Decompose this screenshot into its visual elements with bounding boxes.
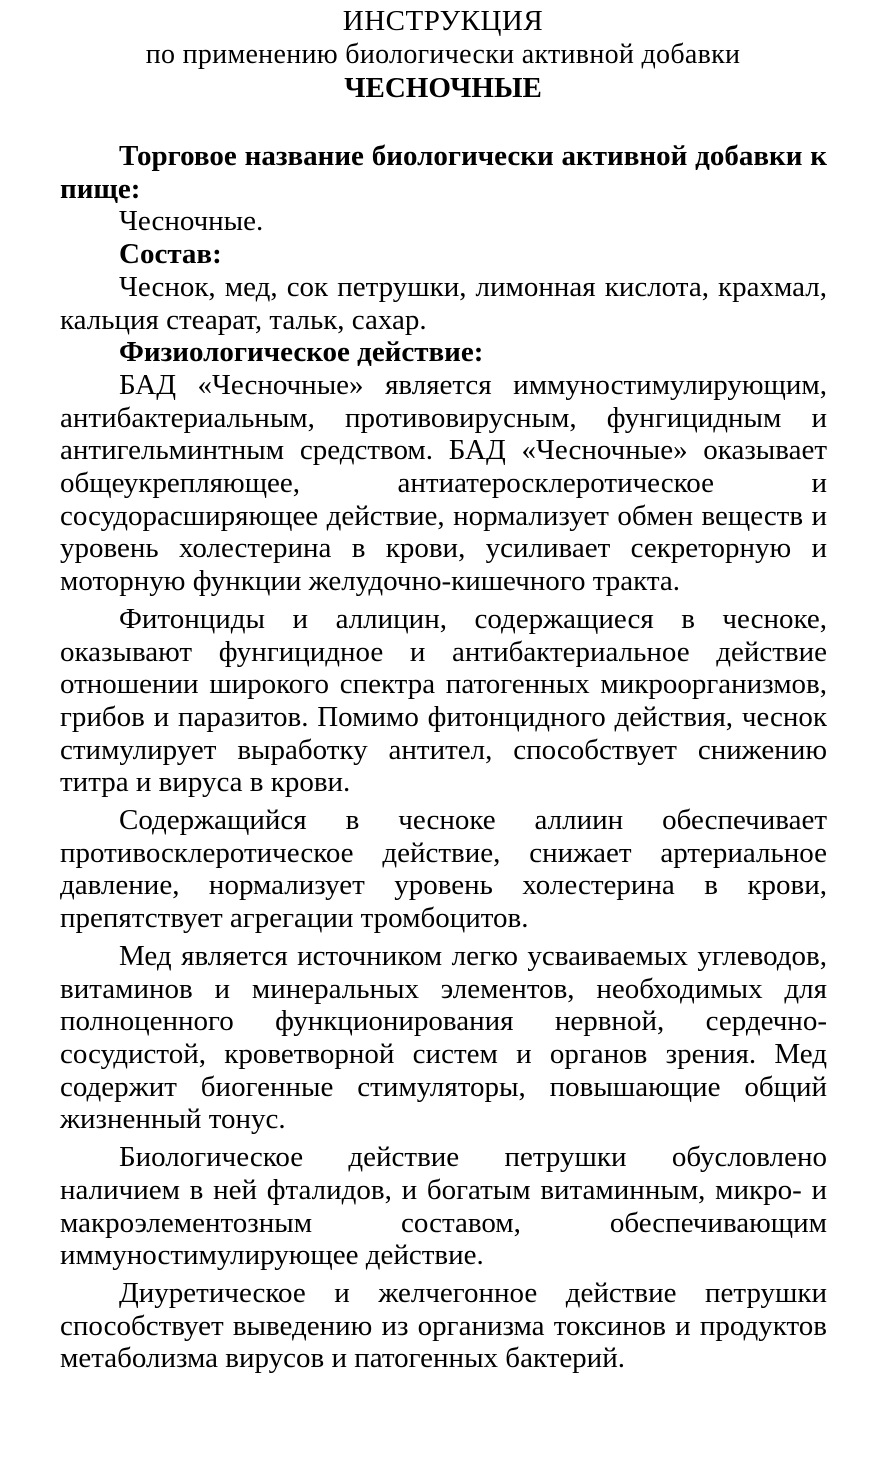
document-subtitle: по применению биологически активной добавки	[145, 39, 741, 70]
composition-value: Чеснок, мед, сок петрушки, лимонная кислота, крахмал, кальция стеарат, тальк, сахар.	[60, 270, 827, 336]
action-paragraph: Диуретическое и желчегонное действие петрушки способствует выведению из организма токсинов и продуктов метаболизма вирусов и патогенных бактерий.	[60, 1276, 827, 1375]
action-paragraph: БАД «Чесночные» является иммуностимулирующим, антибактериальным, противовирусным, фунгицидным и антигельминтным средством. БАД «Чесночные» оказывает общеукрепляющее, антиатеросклеротическое и сосудорасширяющее действие, нормализует обмен веществ и уровень холестерина в крови, усиливает секреторную и моторную функции желудочно-кишечного тракта.	[60, 368, 827, 598]
action-paragraph: Фитонциды и аллицин, содержащиеся в чесноке, оказывают фунгицидное и антибактериальное действие отношении широкого спектра патогенных микроорганизмов, грибов и паразитов. Помимо фитонцидного действия, чеснок стимулирует выработку антител, способствует снижению титра и вируса в крови.	[60, 602, 827, 799]
trade-name-value: Чесночные.	[119, 205, 264, 238]
document-header	[0, 4, 886, 105]
document-title: ИНСТРУКЦИЯ	[342, 5, 544, 37]
action-paragraph: Содержащийся в чесноке аллиин обеспечивает противосклеротическое действие, снижает артериальное давление, нормализует уровень холестерина в крови, препятствует агрегации тромбоцитов.	[60, 804, 827, 935]
product-name-heading: ЧЕСНОЧНЫЕ	[344, 72, 542, 104]
composition-label: Состав:	[119, 238, 222, 271]
document-body	[60, 140, 827, 1375]
action-paragraph: Биологическое действие петрушки обусловлено наличием в ней фталидов, и богатым витаминным, микро- и макроэлементозным составом, обеспечивающим иммуностимулирующее действие.	[60, 1141, 827, 1272]
physiological-action-label: Физиологическое действие:	[119, 336, 484, 369]
action-paragraph: Мед является источником легко усваиваемых углеводов, витаминов и минеральных элементов, необходимых для полноценного функционирования нервной, сердечно-сосудистой, кроветворной систем и органов зрения. Мед содержит биогенные стимуляторы, повышающие общий жизненный тонус.	[60, 939, 827, 1136]
trade-name-label: Торговое название биологически активной добавки к пище:	[60, 140, 827, 205]
